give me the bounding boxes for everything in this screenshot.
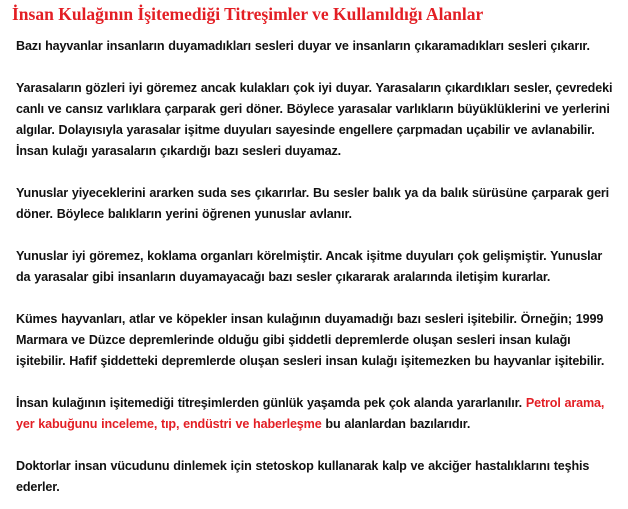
paragraph-bats: Yarasaların gözleri iyi göremez ancak kulakları çok iyi duyar. Yarasaların çıkardıkları sesler, çevredeki canlı ve cansız varlıklara çarparak geri döner. Böylece yarasalar varlıkların büyüklüklerini ve yerlerini algılar. Dolayısıyla yarasalar işitme duyuları sayesinde engellere çarpmadan uçabilir ve avlanabilir. İnsan kulağı yarasaların çıkardığı bazı sesleri duyamaz. [16, 81, 613, 158]
paragraph-stethoscope: Doktorlar insan vücudunu dinlemek için stetoskop kullanarak kalp ve akciğer hastalıklarını teşhis ederler. [16, 459, 590, 494]
paragraph-dolphins-communication: Yunuslar iyi göremez, koklama organları körelmiştir. Ancak işitme duyuları çok gelişmiştir. Yunuslar da yarasalar gibi insanların duyamayacağı bazı sesler çıkararak aralarında iletişim kurarlar. [16, 249, 603, 284]
paragraph-animals-hearing: Bazı hayvanlar insanların duyamadıkları sesleri duyar ve insanların çıkaramadıkları sesleri çıkarır. [16, 39, 590, 53]
paragraph-usage-areas [16, 393, 618, 435]
paragraph-dolphins-hunting: Yunuslar yiyeceklerini ararken suda ses çıkarırlar. Bu sesler balık ya da balık sürüsüne çarparak geri döner. Böylece balıkların yerini öğrenen yunuslar avlanır. [16, 186, 610, 221]
usage-intro-text: İnsan kulağının işitemediği titreşimlerden günlük yaşamda pek çok alanda yararlanılır. [16, 396, 526, 410]
paragraph-animals-earthquake: Kümes hayvanları, atlar ve köpekler insan kulağının duyamadığı bazı sesleri işitebilir. Örneğin; 1999 Marmara ve Düzce depremlerinde olduğu gibi şiddetli depremlerde oluşan sesleri insan kulağı işitebilir. Hafif şiddetteki depremlerde oluşan sesleri insan kulağı işitemezken bu hayvanlar işitebilir. [16, 312, 605, 368]
usage-outro-text: bu alanlardan bazılarıdır. [321, 417, 471, 431]
usage-areas-highlight: Petrol arama, yer kabuğunu inceleme, tıp, endüstri ve haberleşme [16, 396, 605, 431]
page-title: İnsan Kulağının İşitemediği Titreşimler ve Kullanıldığı Alanlar [12, 4, 484, 24]
